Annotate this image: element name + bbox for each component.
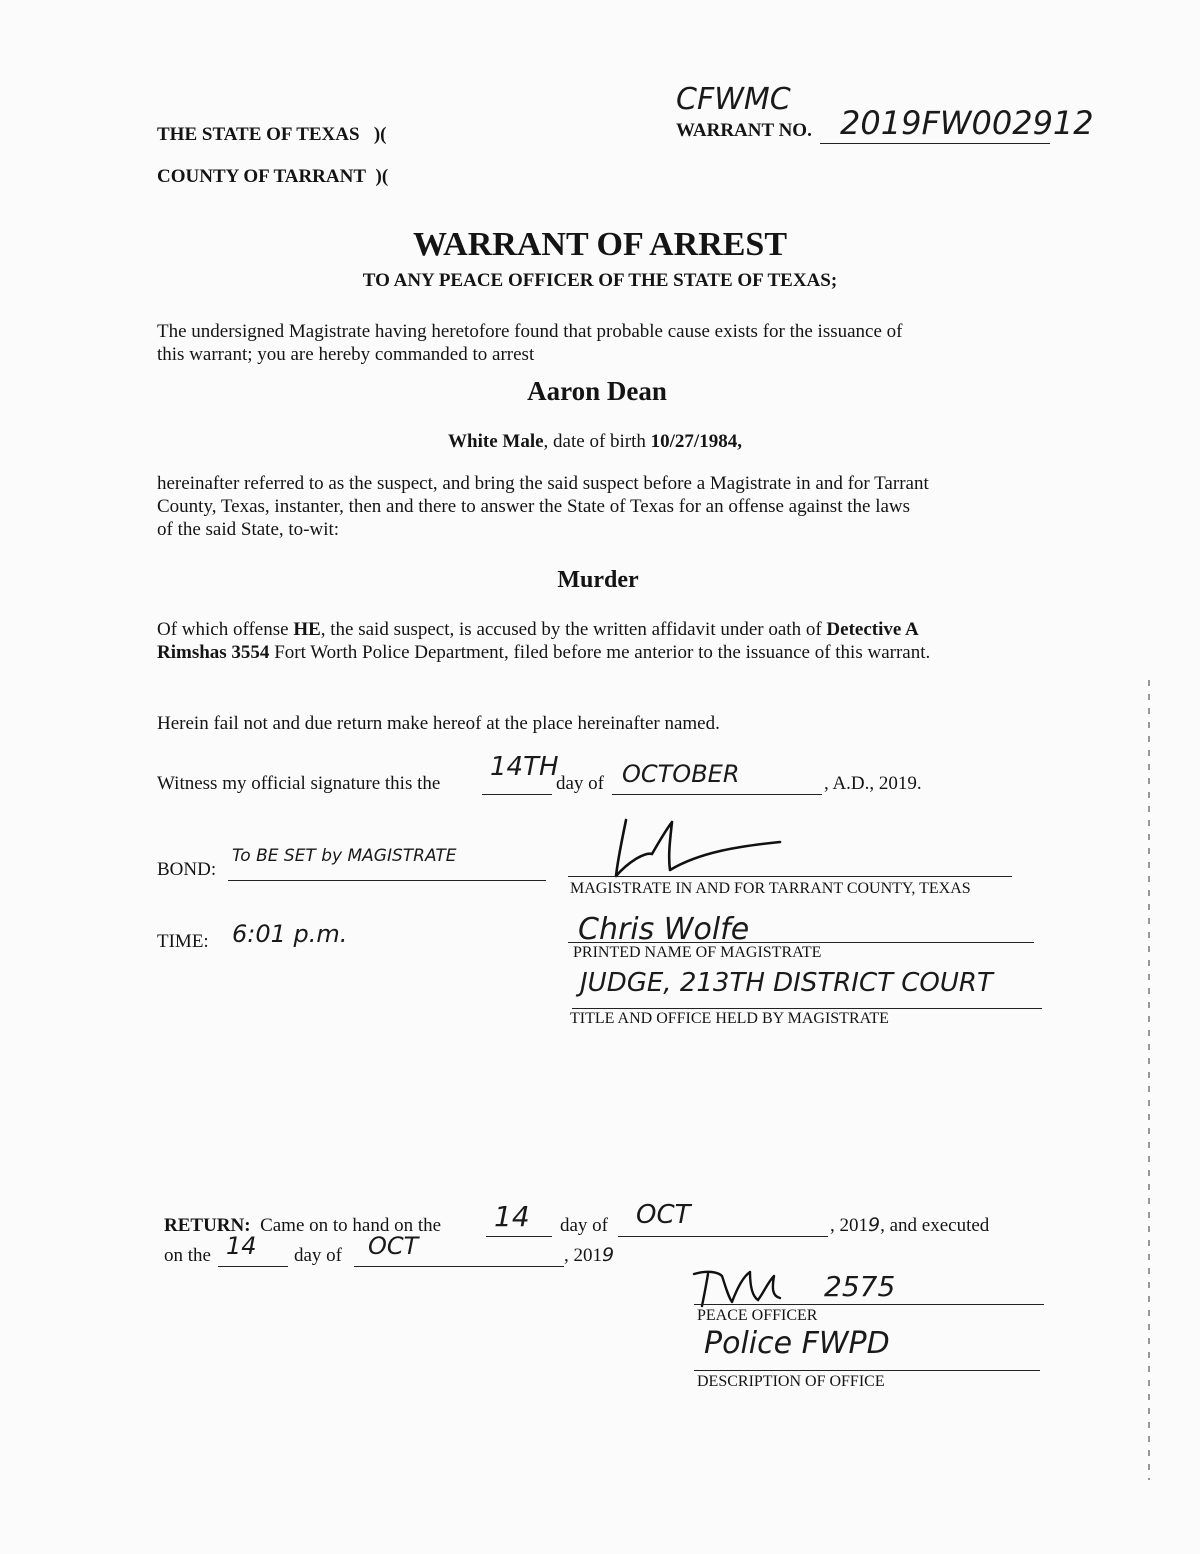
bond-line [228, 880, 546, 881]
return-year2-handwritten: 9 [602, 1244, 615, 1266]
return-day-of-1: day of [560, 1215, 609, 1236]
return-year2: , 2019 [564, 1244, 615, 1266]
peace-officer-label: PEACE OFFICER [697, 1307, 818, 1324]
suspect-name: Aaron Dean [527, 376, 667, 406]
return-day2-line [218, 1266, 288, 1267]
time-value-handwritten: 6:01 p.m. [232, 920, 348, 948]
office-description-handwritten: Police FWPD [704, 1326, 890, 1361]
fail-not-statement: Herein fail not and due return make hereof at the place hereinafter named. [157, 713, 720, 734]
state-label: THE STATE OF TEXAS )( [157, 124, 387, 145]
return-line-1: RETURN: Came on to hand on the [164, 1215, 442, 1236]
warrant-no-label: WARRANT NO. [676, 120, 812, 141]
return-month2-handwritten: OCT [368, 1232, 419, 1260]
affidavit-paragraph: Of which offense HE, the said suspect, is accused by the written affidavit under oath of Detective A Rimshas 3554 Fort Worth Police Department, filed before me anterior to the issuance of this warrant. [157, 619, 931, 663]
witness-suffix: , A.D., 2019. [824, 773, 922, 794]
return-day1-handwritten: 14 [494, 1200, 530, 1233]
return-month2-line [354, 1266, 564, 1267]
peace-officer-line [694, 1304, 1044, 1305]
magistrate-signature-line [568, 876, 1012, 877]
office-description-line [694, 1370, 1040, 1371]
title-office-line [572, 1008, 1042, 1009]
witness-day-line [482, 794, 552, 795]
magistrate-printed-name-handwritten: Chris Wolfe [578, 912, 750, 947]
return-label: RETURN: [164, 1215, 251, 1236]
time-label: TIME: [157, 931, 209, 952]
magistrate-sign-label: MAGISTRATE IN AND FOR TARRANT COUNTY, TEXAS [570, 880, 971, 897]
witness-month-line [612, 794, 822, 795]
return-month1-line [618, 1236, 828, 1237]
county-label: COUNTY OF TARRANT )( [157, 166, 389, 187]
suspect-description: White Male, date of birth 10/27/1984, [448, 431, 742, 452]
printed-name-label: PRINTED NAME OF MAGISTRATE [573, 944, 822, 961]
warrant-number-handwritten: 2019FW002912 [840, 104, 1094, 142]
return-year1: , 2019, and executed [830, 1214, 990, 1236]
title-office-label: TITLE AND OFFICE HELD BY MAGISTRATE [570, 1010, 889, 1027]
return-on-the: on the [164, 1245, 211, 1266]
witness-month-handwritten: OCTOBER [622, 760, 740, 788]
peace-officer-number-handwritten: 2575 [824, 1270, 896, 1303]
witness-day-handwritten: 14TH [490, 752, 559, 782]
document-title: WARRANT OF ARREST [412, 226, 788, 263]
magistrate-title-handwritten: JUDGE, 213TH DISTRICT COURT [580, 968, 993, 998]
warrant-prefix-handwritten: CFWMC [676, 82, 791, 117]
command-paragraph: hereinafter referred to as the suspect, and bring the said suspect before a Magistrate in and for Tarrant County, Texas, instanter, then and there to answer the State of Texas for an offense against the laws of the said State, to-wit: [157, 473, 929, 540]
witness-day-of: day of [556, 773, 605, 794]
warrant-number-line [820, 143, 1050, 144]
bond-label: BOND: [157, 859, 217, 880]
return-year1-handwritten: 9 [868, 1214, 881, 1236]
return-month1-handwritten: OCT [636, 1200, 691, 1230]
office-description-label: DESCRIPTION OF OFFICE [697, 1373, 885, 1390]
return-day-of-2: day of [294, 1245, 343, 1266]
offense: Murder [557, 567, 639, 593]
bond-value-handwritten: To BE SET by MAGISTRATE [232, 846, 457, 866]
witness-prefix: Witness my official signature this the [157, 773, 441, 794]
return-day2-handwritten: 14 [226, 1232, 257, 1260]
intro-paragraph: The undersigned Magistrate having heretofore found that probable cause exists for the issuance of this warrant; you are hereby commanded to arrest [157, 321, 903, 365]
magistrate-signature [590, 810, 810, 885]
return-day1-line [486, 1236, 552, 1237]
document-subtitle: TO ANY PEACE OFFICER OF THE STATE OF TEXAS; [362, 270, 838, 291]
printed-name-line [568, 942, 1034, 943]
scan-edge-artifact [1148, 680, 1150, 1480]
